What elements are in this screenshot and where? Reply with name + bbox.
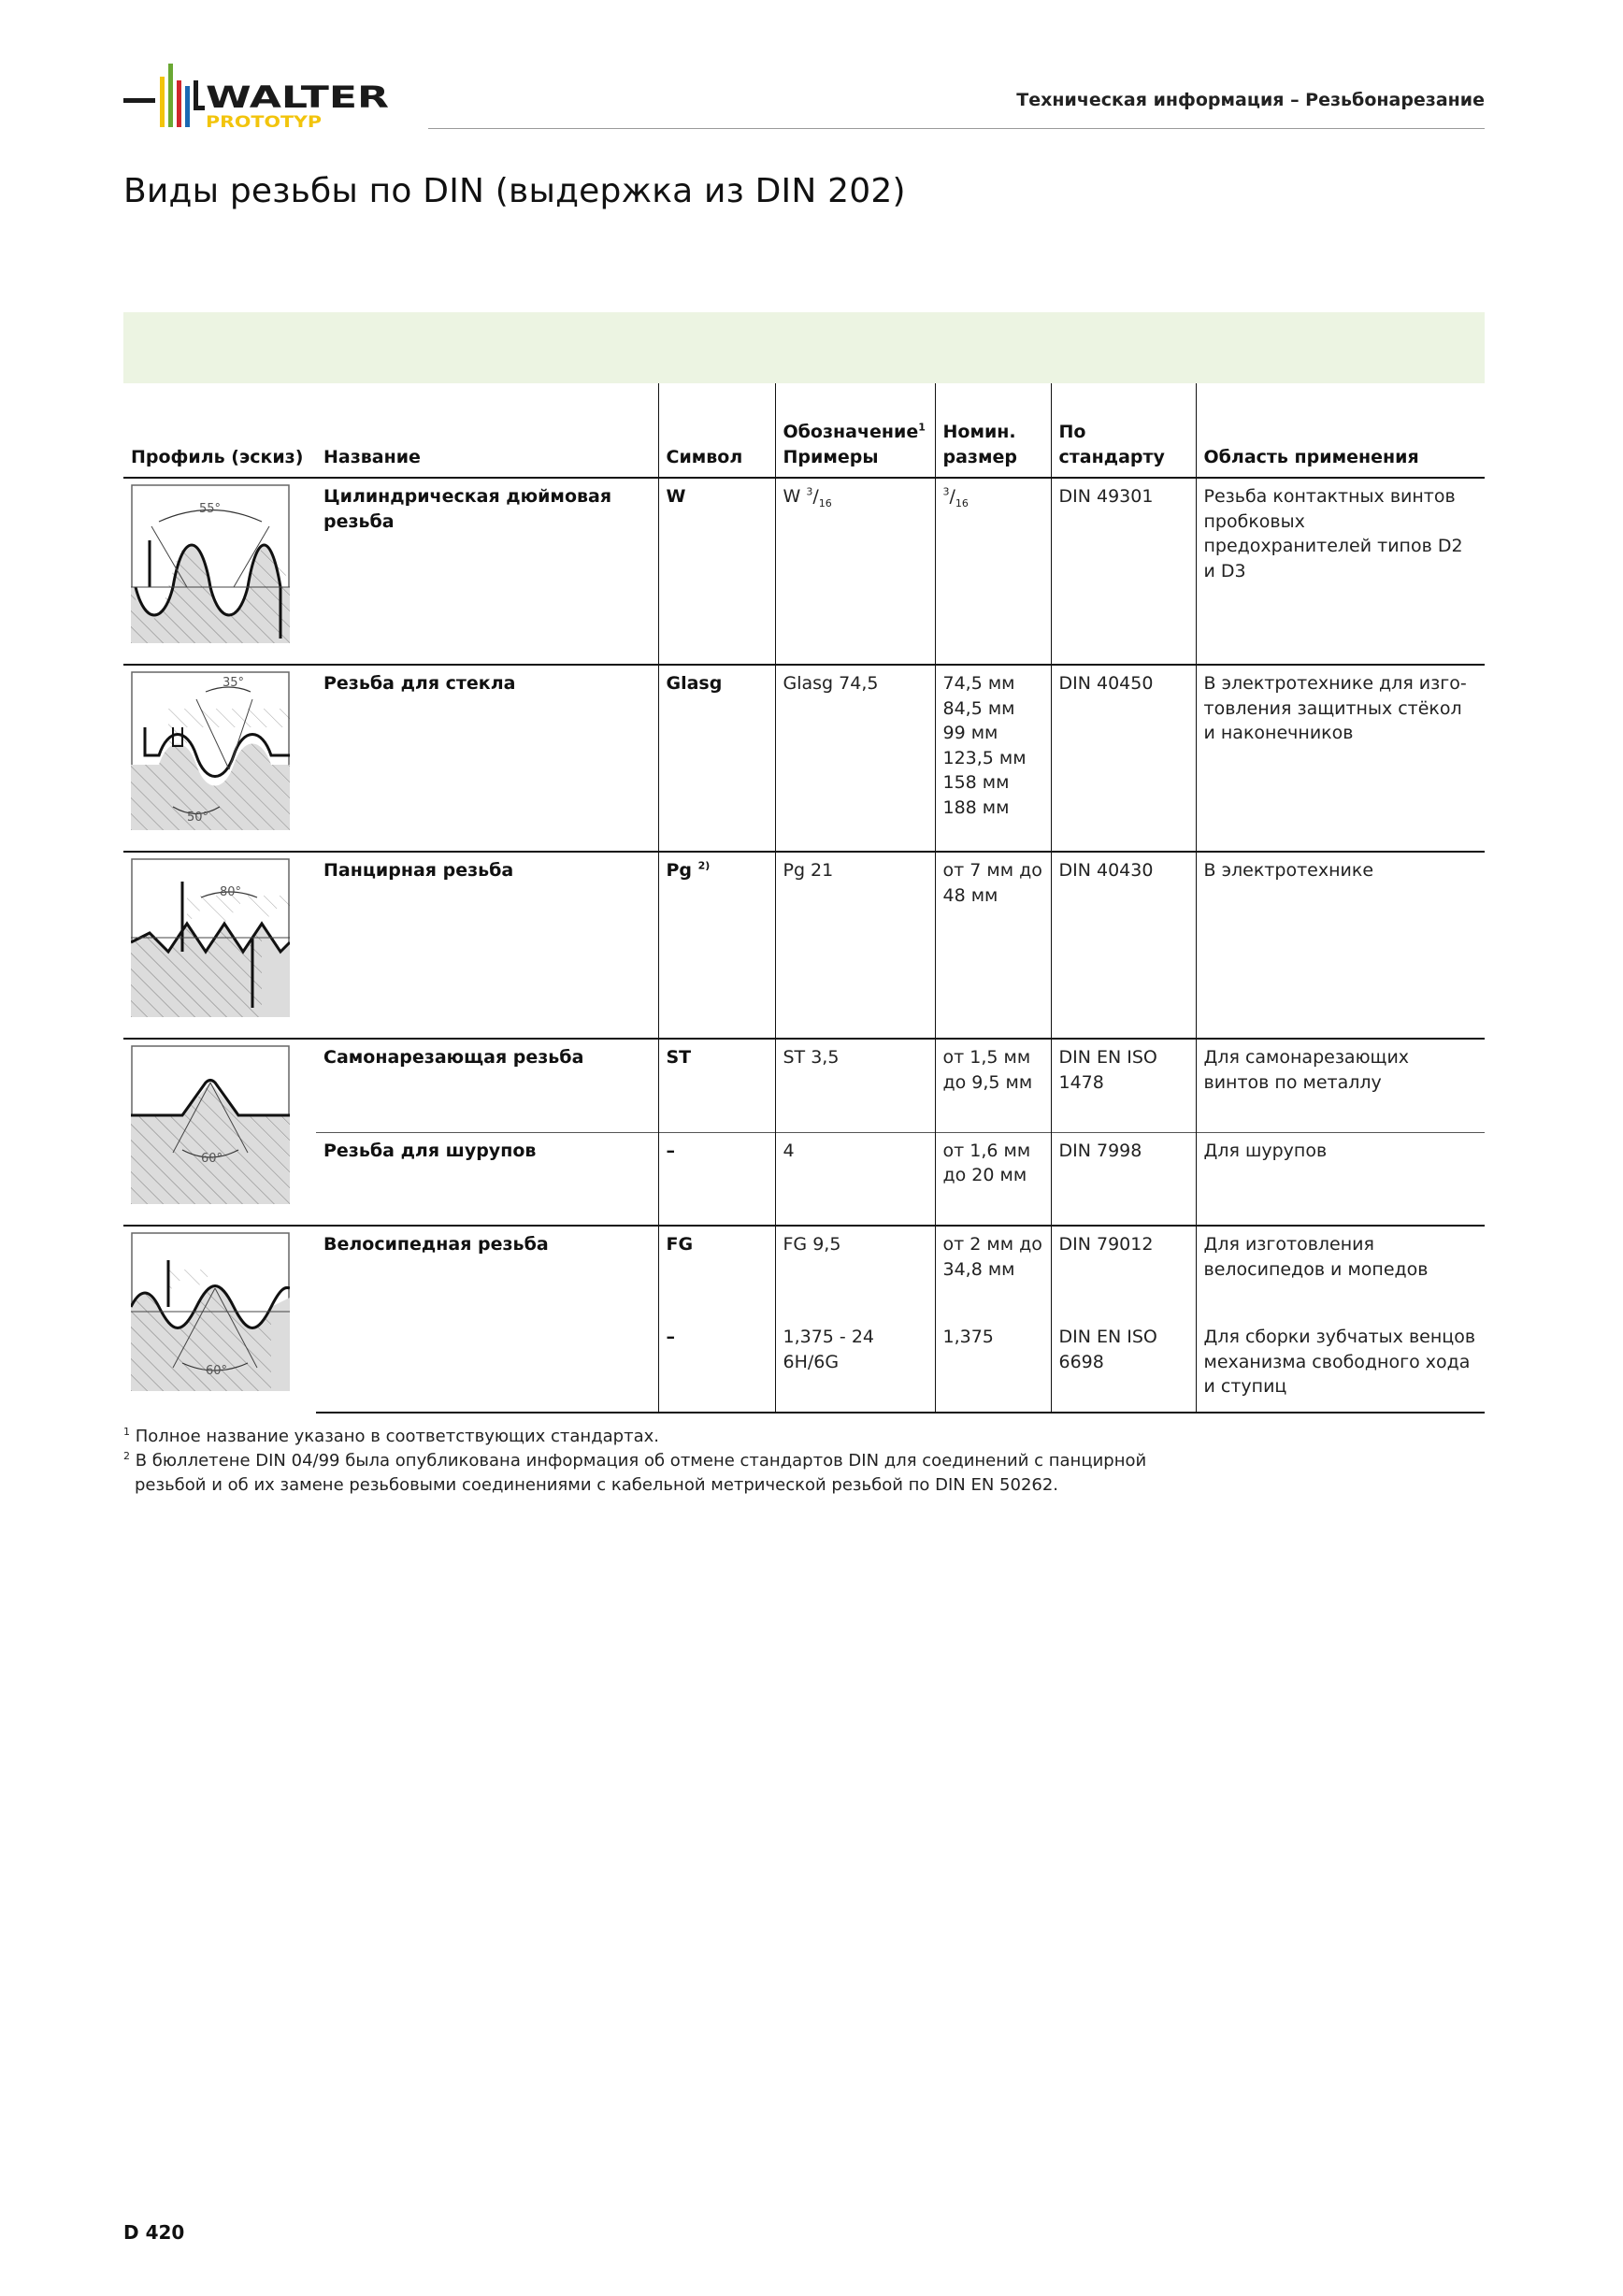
- designation-example: 1,375 - 24 6H/6G: [775, 1319, 935, 1413]
- col-header-designation: Обозначение$^1$ Примеры: [775, 383, 935, 478]
- profile-sketch-cell: [123, 1039, 316, 1226]
- tapping-screw-thread-profile-sketch: [131, 1045, 290, 1204]
- application: Для изготовления велосипедов и мопедов: [1196, 1226, 1485, 1319]
- application: В электротехнике: [1196, 852, 1485, 1039]
- standard: DIN 7998: [1051, 1132, 1196, 1226]
- col-header-nominal: Номин. размер: [935, 383, 1051, 478]
- footnote-2: $^2$ В бюллетене DIN 04/99 была опубликована информация об отмене стандартов DIN для соединений с панцирной: [123, 1450, 1147, 1471]
- application: Резьба контактных винтов пробковых предохранителей типов D2 и D3: [1196, 478, 1485, 665]
- profile-sketch-cell: [123, 478, 316, 665]
- thread-symbol: –: [658, 1319, 775, 1413]
- logo-wordmark: WALTER: [206, 79, 389, 115]
- logo-subbrand: PROTOTYP: [206, 113, 322, 132]
- designation-example: W $^3/_{16}$: [775, 478, 935, 665]
- thread-name: Самонарезающая резьба: [316, 1039, 658, 1132]
- standard: DIN EN ISO 6698: [1051, 1319, 1196, 1413]
- nominal-size: $^3/_{16}$: [935, 478, 1051, 665]
- standard: DIN EN ISO 1478: [1051, 1039, 1196, 1132]
- angle-label: 60°: [201, 1152, 223, 1166]
- col-header-symbol: Символ: [658, 383, 775, 478]
- angle-label: 80°: [220, 885, 242, 899]
- thread-name: Велосипедная резьба: [316, 1226, 658, 1319]
- thread-types-table: [123, 383, 1485, 1413]
- walter-prototyp-logo: [123, 58, 400, 133]
- angle-label: 50°: [187, 811, 209, 825]
- section-heading: Техническая информация – Резьбонарезание: [1016, 90, 1485, 110]
- table-row: [123, 1226, 1485, 1319]
- table-header-row: [123, 383, 1485, 478]
- nominal-size: от 7 мм до 48 мм: [935, 852, 1051, 1039]
- footnote-1: $^1$ Полное название указано в соответствующих стандартах.: [123, 1426, 659, 1446]
- designation-example: 4: [775, 1132, 935, 1226]
- thread-symbol: ST: [658, 1039, 775, 1132]
- application: Для шурупов: [1196, 1132, 1485, 1226]
- thread-symbol: W: [658, 478, 775, 665]
- whitworth-thread-profile-sketch: [131, 484, 290, 643]
- glass-thread-profile-sketch: [131, 671, 290, 830]
- angle-label: 60°: [206, 1364, 228, 1378]
- standard: DIN 79012: [1051, 1226, 1196, 1319]
- standard: DIN 40450: [1051, 665, 1196, 852]
- table-row: [123, 1132, 1485, 1226]
- designation-example: Pg 21: [775, 852, 935, 1039]
- standard: DIN 49301: [1051, 478, 1196, 665]
- angle-label: 35°: [223, 676, 245, 690]
- designation-example: ST 3,5: [775, 1039, 935, 1132]
- profile-sketch-cell: [123, 665, 316, 852]
- bicycle-thread-profile-sketch: [131, 1232, 290, 1391]
- nominal-size: 74,5 мм 84,5 мм 99 мм 123,5 мм 158 мм 188 мм: [935, 665, 1051, 852]
- header-divider: [428, 128, 1485, 129]
- footnote-2-continuation: резьбой и об их замене резьбовыми соединениями с кабельной метрической резьбой по DIN EN 50262.: [135, 1475, 1059, 1495]
- nominal-size: 1,375: [935, 1319, 1051, 1413]
- thread-symbol: Pg $^{2)}$: [658, 852, 775, 1039]
- conduit-thread-profile-sketch: [131, 858, 290, 1017]
- table-row: [123, 478, 1485, 665]
- table-row: [123, 1039, 1485, 1132]
- designation-example: FG 9,5: [775, 1226, 935, 1319]
- profile-sketch-cell: [123, 1226, 316, 1413]
- table-row: [123, 852, 1485, 1039]
- page-title: Виды резьбы по DIN (выдержка из DIN 202): [123, 172, 906, 210]
- angle-label: 55°: [199, 502, 222, 516]
- col-header-profile: Профиль (эскиз): [123, 383, 316, 478]
- table-row: [123, 1319, 1485, 1413]
- application: В электротехнике для изго-товления защитных стёкол и наконечников: [1196, 665, 1485, 852]
- nominal-size: от 1,5 мм до 9,5 мм: [935, 1039, 1051, 1132]
- thread-symbol: –: [658, 1132, 775, 1226]
- profile-sketch-cell: [123, 852, 316, 1039]
- col-header-standard: По стандарту: [1051, 383, 1196, 478]
- thread-name: [316, 1319, 658, 1413]
- thread-name: Резьба для стекла: [316, 665, 658, 852]
- table-row: [123, 665, 1485, 852]
- col-header-name: Название: [316, 383, 658, 478]
- col-header-application: Область применения: [1196, 383, 1485, 478]
- thread-symbol: Glasg: [658, 665, 775, 852]
- thread-name: Панцирная резьба: [316, 852, 658, 1039]
- thread-name: Цилиндрическая дюймовая резьба: [316, 478, 658, 665]
- nominal-size: от 1,6 мм до 20 мм: [935, 1132, 1051, 1226]
- thread-symbol: FG: [658, 1226, 775, 1319]
- designation-example: Glasg 74,5: [775, 665, 935, 852]
- footnotes: [123, 1425, 1146, 1498]
- nominal-size: от 2 мм до 34,8 мм: [935, 1226, 1051, 1319]
- thread-name: Резьба для шурупов: [316, 1132, 658, 1226]
- application: Для самонарезающих винтов по металлу: [1196, 1039, 1485, 1132]
- highlight-band: [123, 312, 1485, 383]
- standard: DIN 40430: [1051, 852, 1196, 1039]
- application: Для сборки зубчатых венцов механизма свободного хода и ступиц: [1196, 1319, 1485, 1413]
- page-number: D 420: [123, 2221, 185, 2244]
